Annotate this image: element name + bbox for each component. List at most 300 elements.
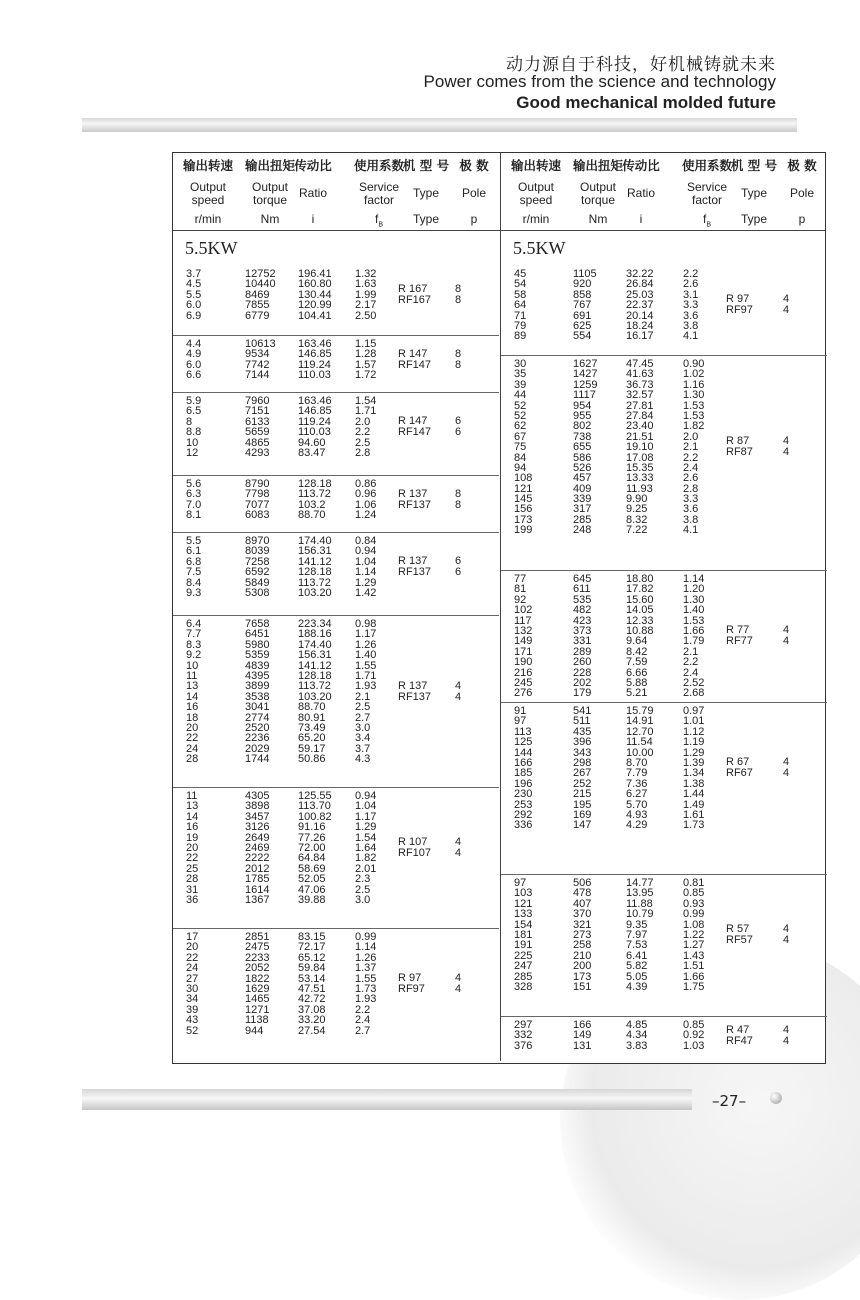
- left-torque-cell: 7658: [245, 618, 270, 630]
- left-factor-cell: 1.64: [355, 841, 377, 854]
- right-factor-cell: 1.82: [683, 420, 705, 433]
- right-ratio-cell: 32.57: [626, 389, 654, 402]
- right-torque-cell: 273: [573, 928, 592, 941]
- right-pole-label: 4: [783, 293, 790, 306]
- right-speed-cell: 44: [514, 389, 527, 402]
- left-group-divider: [173, 532, 499, 533]
- right-type-label: RF57: [726, 934, 753, 947]
- left-ratio-cell: 120.99: [298, 299, 332, 312]
- right-factor-cell: 1.19: [683, 736, 705, 749]
- right-ratio-column: [626, 878, 654, 992]
- left-factor-column: [355, 932, 376, 1036]
- left-torque-cell: 5359: [245, 649, 270, 662]
- left-factor-cell: 1.32: [355, 268, 377, 280]
- left-speed-cell: 8.1: [186, 509, 202, 522]
- right-speed-cell: 67: [514, 430, 527, 443]
- left-speed-cell: 6.9: [186, 309, 202, 322]
- right-ratio-cell: 5.70: [626, 798, 648, 811]
- left-factor-cell: 1.29: [355, 821, 377, 834]
- left-torque-column: [245, 536, 269, 598]
- right-pole-label: 4: [783, 1023, 790, 1036]
- right-ratio-cell: 23.40: [626, 420, 654, 433]
- left-pole-label: 8: [455, 283, 462, 295]
- right-ratio-cell: 5.21: [626, 687, 648, 700]
- left-factor-cell: 1.14: [355, 941, 377, 954]
- left-type-label: RF147: [398, 358, 432, 371]
- left-ratio-cell: 80.91: [298, 711, 326, 724]
- right-group-divider: [501, 570, 827, 571]
- right-factor-cell: 0.90: [683, 358, 705, 370]
- left-factor-cell: 1.04: [355, 555, 377, 568]
- right-speed-cell: 62: [514, 420, 527, 433]
- right-ratio-cell: 9.64: [626, 635, 648, 648]
- left-type-label: RF137: [398, 498, 432, 511]
- right-torque-cell: 228: [573, 666, 592, 679]
- left-ratio-cell: 53.14: [298, 972, 326, 985]
- left-torque-cell: 7798: [245, 488, 270, 501]
- right-factor-cell: 3.8: [683, 513, 699, 526]
- left-torque-column: [245, 479, 269, 521]
- left-torque-cell: 1785: [245, 873, 270, 886]
- left-col-header-en: Output torque: [251, 180, 289, 207]
- left-torque-cell: 7742: [245, 358, 270, 371]
- right-torque-cell: 954: [573, 399, 592, 412]
- right-type-label: RF77: [726, 635, 753, 648]
- left-torque-cell: 2851: [245, 931, 270, 943]
- right-factor-cell: 2.1: [683, 441, 699, 454]
- right-ratio-cell: 27.84: [626, 409, 654, 422]
- right-ratio-cell: 22.37: [626, 299, 654, 312]
- left-factor-cell: 1.04: [355, 800, 377, 813]
- left-torque-cell: 7144: [245, 369, 270, 382]
- left-factor-cell: 0.99: [355, 931, 377, 943]
- right-speed-cell: 190: [514, 656, 533, 669]
- right-factor-cell: 4.1: [683, 330, 699, 343]
- left-pole-label: 4: [455, 972, 462, 984]
- left-col-header-cn: 输出扭矩: [245, 158, 296, 173]
- right-ratio-cell: 17.82: [626, 583, 654, 596]
- right-factor-cell: 0.85: [683, 887, 705, 900]
- left-speed-cell: 24: [186, 962, 199, 975]
- left-col-header-cn: 机 型 号: [402, 158, 450, 173]
- right-ratio-cell: 25.03: [626, 288, 654, 301]
- right-speed-cell: 45: [514, 268, 527, 280]
- left-torque-cell: 2222: [245, 852, 270, 865]
- left-speed-cell: 9.2: [186, 649, 202, 662]
- left-type-label: R 137: [398, 555, 428, 568]
- right-ratio-cell: 6.66: [626, 666, 648, 679]
- right-col-header-cn: 输出扭矩: [573, 158, 624, 173]
- left-speed-cell: 4.4: [186, 338, 202, 350]
- left-ratio-cell: 83.47: [298, 446, 326, 459]
- left-speed-cell: 25: [186, 862, 199, 875]
- right-ratio-cell: 8.70: [626, 756, 648, 769]
- left-torque-cell: 3457: [245, 810, 270, 823]
- left-col-header-unit: i: [311, 212, 315, 226]
- left-torque-cell: 2236: [245, 732, 270, 745]
- right-torque-cell: 195: [573, 798, 592, 811]
- left-factor-cell: 1.17: [355, 628, 377, 641]
- right-factor-cell: 1.44: [683, 788, 705, 801]
- right-ratio-cell: 11.93: [626, 482, 653, 495]
- right-factor-cell: 2.8: [683, 482, 699, 495]
- left-ratio-cell: 103.20: [298, 586, 332, 599]
- right-col-header-unit: Nm: [588, 212, 608, 226]
- left-col-header-cn: 使用系数: [353, 158, 404, 173]
- left-ratio-cell: 27.54: [298, 1024, 326, 1037]
- right-speed-cell: 77: [514, 573, 527, 585]
- left-ratio-cell: 59.84: [298, 962, 326, 975]
- left-torque-cell: 4865: [245, 436, 270, 449]
- left-torque-cell: 9534: [245, 348, 270, 361]
- right-ratio-cell: 4.39: [626, 980, 648, 993]
- header-tagline: Good mechanical molded future: [516, 93, 776, 112]
- left-type-label: R 107: [398, 836, 428, 849]
- right-ratio-cell: 16.17: [626, 330, 654, 343]
- left-table-half: [173, 153, 499, 1061]
- right-torque-column: [573, 878, 591, 992]
- right-torque-cell: 317: [573, 503, 592, 516]
- right-ratio-cell: 5.88: [626, 676, 648, 689]
- right-type-label: RF97: [726, 304, 753, 317]
- left-factor-cell: 1.28: [355, 348, 377, 361]
- right-torque-cell: 611: [573, 583, 591, 596]
- left-ratio-cell: 103.2: [298, 498, 326, 511]
- right-pole-label: 4: [783, 435, 790, 448]
- right-factor-cell: 1.12: [683, 725, 705, 738]
- left-speed-cell: 28: [186, 873, 199, 886]
- left-group-divider: [173, 475, 499, 476]
- right-pole-label: 4: [783, 756, 790, 769]
- right-table-half: [501, 153, 827, 1061]
- left-pole-label: 8: [455, 358, 462, 371]
- left-torque-cell: 1138: [245, 1014, 269, 1027]
- left-speed-cell: 4.5: [186, 278, 202, 291]
- left-pole-label: 8: [455, 294, 462, 306]
- right-ratio-cell: 9.90: [626, 493, 648, 506]
- right-col-header-unit: p: [798, 212, 806, 226]
- right-factor-cell: 1.27: [683, 939, 705, 952]
- right-factor-cell: 1.75: [683, 980, 705, 993]
- left-speed-cell: 7.7: [186, 628, 202, 641]
- right-factor-cell: 1.43: [683, 949, 705, 962]
- left-speed-cell: 10: [186, 436, 199, 449]
- left-speed-cell: 20: [186, 941, 199, 954]
- left-torque-column: [245, 619, 269, 764]
- left-factor-cell: 1.55: [355, 659, 377, 672]
- right-torque-cell: 252: [573, 777, 592, 790]
- right-factor-cell: 1.53: [683, 399, 705, 412]
- left-factor-cell: 0.94: [355, 790, 377, 802]
- right-ratio-cell: 5.05: [626, 970, 648, 983]
- left-ratio-column: [298, 619, 332, 764]
- left-type-label: R 147: [398, 347, 428, 360]
- right-type-label: R 67: [726, 756, 750, 769]
- right-factor-cell: 1.61: [683, 808, 705, 821]
- left-speed-cell: 12: [186, 446, 199, 459]
- right-factor-cell: 3.1: [683, 288, 699, 301]
- left-speed-cell: 7.0: [186, 498, 202, 511]
- right-speed-cell: 84: [514, 451, 527, 464]
- right-factor-cell: 3.3: [683, 493, 699, 506]
- right-torque-cell: 339: [573, 493, 592, 506]
- left-speed-column: [186, 619, 201, 764]
- right-torque-column: [573, 1020, 591, 1051]
- right-ratio-cell: 18.24: [626, 319, 654, 332]
- gear-motor-selection-table: [172, 152, 826, 1064]
- left-speed-cell: 13: [186, 680, 199, 693]
- right-factor-cell: 2.4: [683, 461, 699, 474]
- right-torque-cell: 1105: [573, 268, 597, 280]
- right-pole-label: 4: [783, 934, 790, 947]
- left-torque-cell: 6592: [245, 566, 270, 579]
- header-slogan-en: Power comes from the science and technology: [423, 72, 776, 91]
- right-speed-cell: 39: [514, 378, 527, 391]
- right-col-header-en: Output speed: [517, 180, 555, 207]
- left-torque-cell: 5308: [245, 586, 270, 599]
- right-factor-cell: 1.34: [683, 767, 705, 780]
- left-torque-cell: 3126: [245, 821, 270, 834]
- left-type-label: RF107: [398, 847, 432, 860]
- left-ratio-cell: 104.41: [298, 309, 332, 322]
- right-speed-cell: 30: [514, 358, 527, 370]
- left-pole-label: 6: [455, 415, 462, 428]
- left-torque-cell: 8039: [245, 545, 270, 558]
- right-ratio-cell: 19.10: [626, 441, 654, 454]
- right-ratio-cell: 4.29: [626, 819, 648, 832]
- left-factor-cell: 1.54: [355, 831, 377, 844]
- left-speed-cell: 6.3: [186, 488, 202, 501]
- left-ratio-cell: 128.18: [298, 669, 332, 682]
- left-torque-cell: 1367: [245, 893, 270, 906]
- left-torque-cell: 2233: [245, 951, 270, 964]
- left-ratio-cell: 110.03: [298, 426, 331, 439]
- right-speed-cell: 328: [514, 980, 533, 993]
- left-ratio-cell: 72.00: [298, 841, 326, 854]
- right-speed-cell: 58: [514, 288, 527, 301]
- right-factor-cell: 3.6: [683, 503, 699, 516]
- left-torque-cell: 10613: [245, 338, 276, 350]
- right-speed-cell: 133: [514, 908, 533, 921]
- left-ratio-cell: 113.70: [298, 800, 331, 813]
- left-col-header-cn: 极 数: [459, 158, 489, 173]
- right-torque-cell: 802: [573, 420, 592, 433]
- right-ratio-cell: 3.83: [626, 1039, 648, 1052]
- right-factor-cell: 1.39: [683, 756, 705, 769]
- right-col-header-en: Pole: [789, 186, 815, 200]
- right-factor-cell: 3.6: [683, 309, 699, 322]
- right-ratio-cell: 4.93: [626, 808, 648, 821]
- left-factor-cell: 2.3: [355, 873, 371, 886]
- left-torque-cell: 8790: [245, 478, 270, 490]
- right-ratio-cell: 7.79: [626, 767, 648, 780]
- page-number: –27–: [712, 1092, 747, 1110]
- right-speed-cell: 253: [514, 798, 533, 811]
- right-power-rating: 5.5KW: [513, 238, 566, 258]
- left-factor-cell: 1.93: [355, 680, 377, 693]
- right-type-label: RF47: [726, 1034, 753, 1047]
- right-speed-column: [514, 1020, 532, 1051]
- right-speed-column: [514, 706, 532, 831]
- left-speed-cell: 8.4: [186, 576, 202, 589]
- left-torque-cell: 7855: [245, 299, 270, 312]
- right-factor-cell: 2.2: [683, 268, 699, 280]
- left-speed-cell: 22: [186, 852, 199, 865]
- left-ratio-cell: 130.44: [298, 288, 332, 301]
- right-speed-cell: 117: [514, 614, 532, 627]
- right-speed-cell: 297: [514, 1019, 533, 1031]
- right-factor-cell: 2.68: [683, 687, 705, 700]
- left-factor-cell: 1.37: [355, 962, 377, 975]
- left-speed-cell: 6.1: [186, 545, 202, 558]
- right-speed-cell: 376: [514, 1039, 533, 1052]
- left-speed-cell: 16: [186, 821, 199, 834]
- left-ratio-cell: 110.03: [298, 369, 331, 382]
- left-ratio-cell: 52.05: [298, 873, 326, 886]
- left-col-header-cn: 传动比: [294, 158, 332, 173]
- right-torque-cell: 179: [573, 687, 592, 700]
- left-col-header-unit: p: [470, 212, 478, 226]
- right-speed-column: [514, 878, 532, 992]
- right-torque-cell: 625: [573, 319, 592, 332]
- right-speed-cell: 108: [514, 472, 533, 485]
- left-ratio-cell: 174.40: [298, 535, 332, 547]
- right-torque-cell: 169: [573, 808, 592, 821]
- right-factor-cell: 0.97: [683, 705, 705, 717]
- right-pole-label: 4: [783, 304, 790, 317]
- right-ratio-cell: 11.88: [626, 897, 653, 910]
- right-factor-cell: 1.22: [683, 928, 705, 941]
- left-col-header-unit: $f_B$: [374, 212, 383, 229]
- left-ratio-column: [298, 932, 326, 1036]
- left-factor-column: [355, 269, 376, 321]
- right-torque-cell: 321: [573, 918, 592, 931]
- right-factor-cell: 1.66: [683, 624, 705, 637]
- left-group-divider: [173, 928, 499, 929]
- right-col-header-unit: Type: [740, 212, 767, 226]
- right-speed-cell: 191: [514, 939, 533, 952]
- left-factor-cell: 3.7: [355, 742, 371, 755]
- left-torque-cell: 1744: [245, 753, 270, 766]
- right-torque-cell: 738: [573, 430, 592, 443]
- left-speed-cell: 20: [186, 841, 199, 854]
- right-speed-cell: 185: [514, 767, 533, 780]
- left-ratio-cell: 39.88: [298, 893, 326, 906]
- left-ratio-cell: 47.51: [298, 982, 326, 995]
- left-ratio-column: [298, 536, 332, 598]
- left-speed-cell: 16: [186, 701, 199, 714]
- right-type-label: R 87: [726, 435, 750, 448]
- right-ratio-cell: 6.41: [626, 949, 648, 962]
- left-factor-cell: 1.99: [355, 288, 377, 301]
- right-ratio-cell: 4.34: [626, 1029, 648, 1042]
- right-ratio-cell: 13.95: [626, 887, 654, 900]
- left-group-divider: [173, 615, 499, 616]
- right-ratio-cell: 14.77: [626, 877, 654, 889]
- right-group-divider: [501, 702, 827, 703]
- left-ratio-cell: 91.16: [298, 821, 326, 834]
- right-torque-cell: 215: [573, 788, 592, 801]
- right-speed-column: [514, 574, 532, 699]
- left-torque-cell: 2475: [245, 941, 270, 954]
- left-speed-cell: 11: [186, 790, 198, 802]
- left-speed-cell: 8.8: [186, 426, 202, 439]
- left-factor-cell: 1.15: [355, 338, 377, 350]
- right-speed-cell: 35: [514, 368, 527, 381]
- left-factor-cell: 2.0: [355, 415, 371, 428]
- left-factor-cell: 1.63: [355, 278, 377, 291]
- right-factor-cell: 0.99: [683, 908, 705, 921]
- right-ratio-cell: 27.81: [626, 399, 654, 412]
- right-col-header-en: Ratio: [626, 186, 655, 200]
- right-ratio-column: [626, 269, 654, 342]
- left-col-header-unit: r/min: [194, 212, 222, 226]
- left-speed-column: [186, 269, 201, 321]
- right-type-label: RF67: [726, 767, 753, 780]
- left-torque-cell: 1465: [245, 993, 270, 1006]
- left-factor-cell: 1.82: [355, 852, 377, 865]
- left-type-label: R 167: [398, 283, 428, 295]
- right-ratio-cell: 14.05: [626, 604, 654, 617]
- right-torque-cell: 409: [573, 482, 592, 495]
- right-factor-cell: 2.6: [683, 472, 699, 485]
- right-torque-cell: 955: [573, 409, 592, 422]
- page-dot-icon: [770, 1092, 782, 1104]
- left-factor-column: [355, 619, 376, 764]
- right-factor-cell: 2.6: [683, 278, 699, 291]
- right-ratio-cell: 41.63: [626, 368, 654, 381]
- right-type-label: R 97: [726, 293, 750, 306]
- left-torque-column: [245, 396, 269, 458]
- left-type-label: RF97: [398, 983, 425, 995]
- right-speed-cell: 292: [514, 808, 533, 821]
- right-col-header-unit: $f_B$: [702, 212, 711, 229]
- right-type-label: R 77: [726, 624, 750, 637]
- header-slogan-cn: 动力源自于科技，好机械铸就未来: [506, 55, 776, 75]
- left-ratio-cell: 103.20: [298, 690, 332, 703]
- left-factor-cell: 1.14: [355, 566, 377, 579]
- left-factor-cell: 1.26: [355, 951, 377, 964]
- left-col-header-en: Ratio: [298, 186, 327, 200]
- right-pole-label: 4: [783, 635, 790, 648]
- right-ratio-cell: 15.35: [626, 461, 654, 474]
- left-torque-cell: 2520: [245, 721, 270, 734]
- left-factor-cell: 2.2: [355, 1003, 371, 1016]
- right-col-header-cn: 机 型 号: [730, 158, 778, 173]
- right-speed-cell: 196: [514, 777, 533, 790]
- right-speed-cell: 149: [514, 635, 533, 648]
- left-type-label: RF147: [398, 426, 432, 439]
- right-group-divider: [501, 874, 827, 875]
- left-speed-cell: 6.8: [186, 555, 202, 568]
- left-speed-cell: 36: [186, 893, 199, 906]
- left-torque-cell: 4395: [245, 669, 270, 682]
- right-torque-cell: 506: [573, 877, 592, 889]
- left-ratio-cell: 37.08: [298, 1003, 326, 1016]
- left-speed-column: [186, 479, 201, 521]
- right-ratio-cell: 21.51: [626, 430, 654, 443]
- left-ratio-cell: 160.80: [298, 278, 332, 291]
- right-ratio-column: [626, 359, 654, 536]
- right-torque-cell: 767: [573, 299, 592, 312]
- right-factor-cell: 3.8: [683, 319, 699, 332]
- right-factor-cell: 1.53: [683, 409, 705, 422]
- right-torque-cell: 541: [573, 705, 592, 717]
- left-factor-cell: 2.4: [355, 1014, 371, 1027]
- right-col-header-en: Service factor: [686, 180, 727, 207]
- left-factor-cell: 0.84: [355, 535, 377, 547]
- right-col-header-cn: 使用系数: [681, 158, 732, 173]
